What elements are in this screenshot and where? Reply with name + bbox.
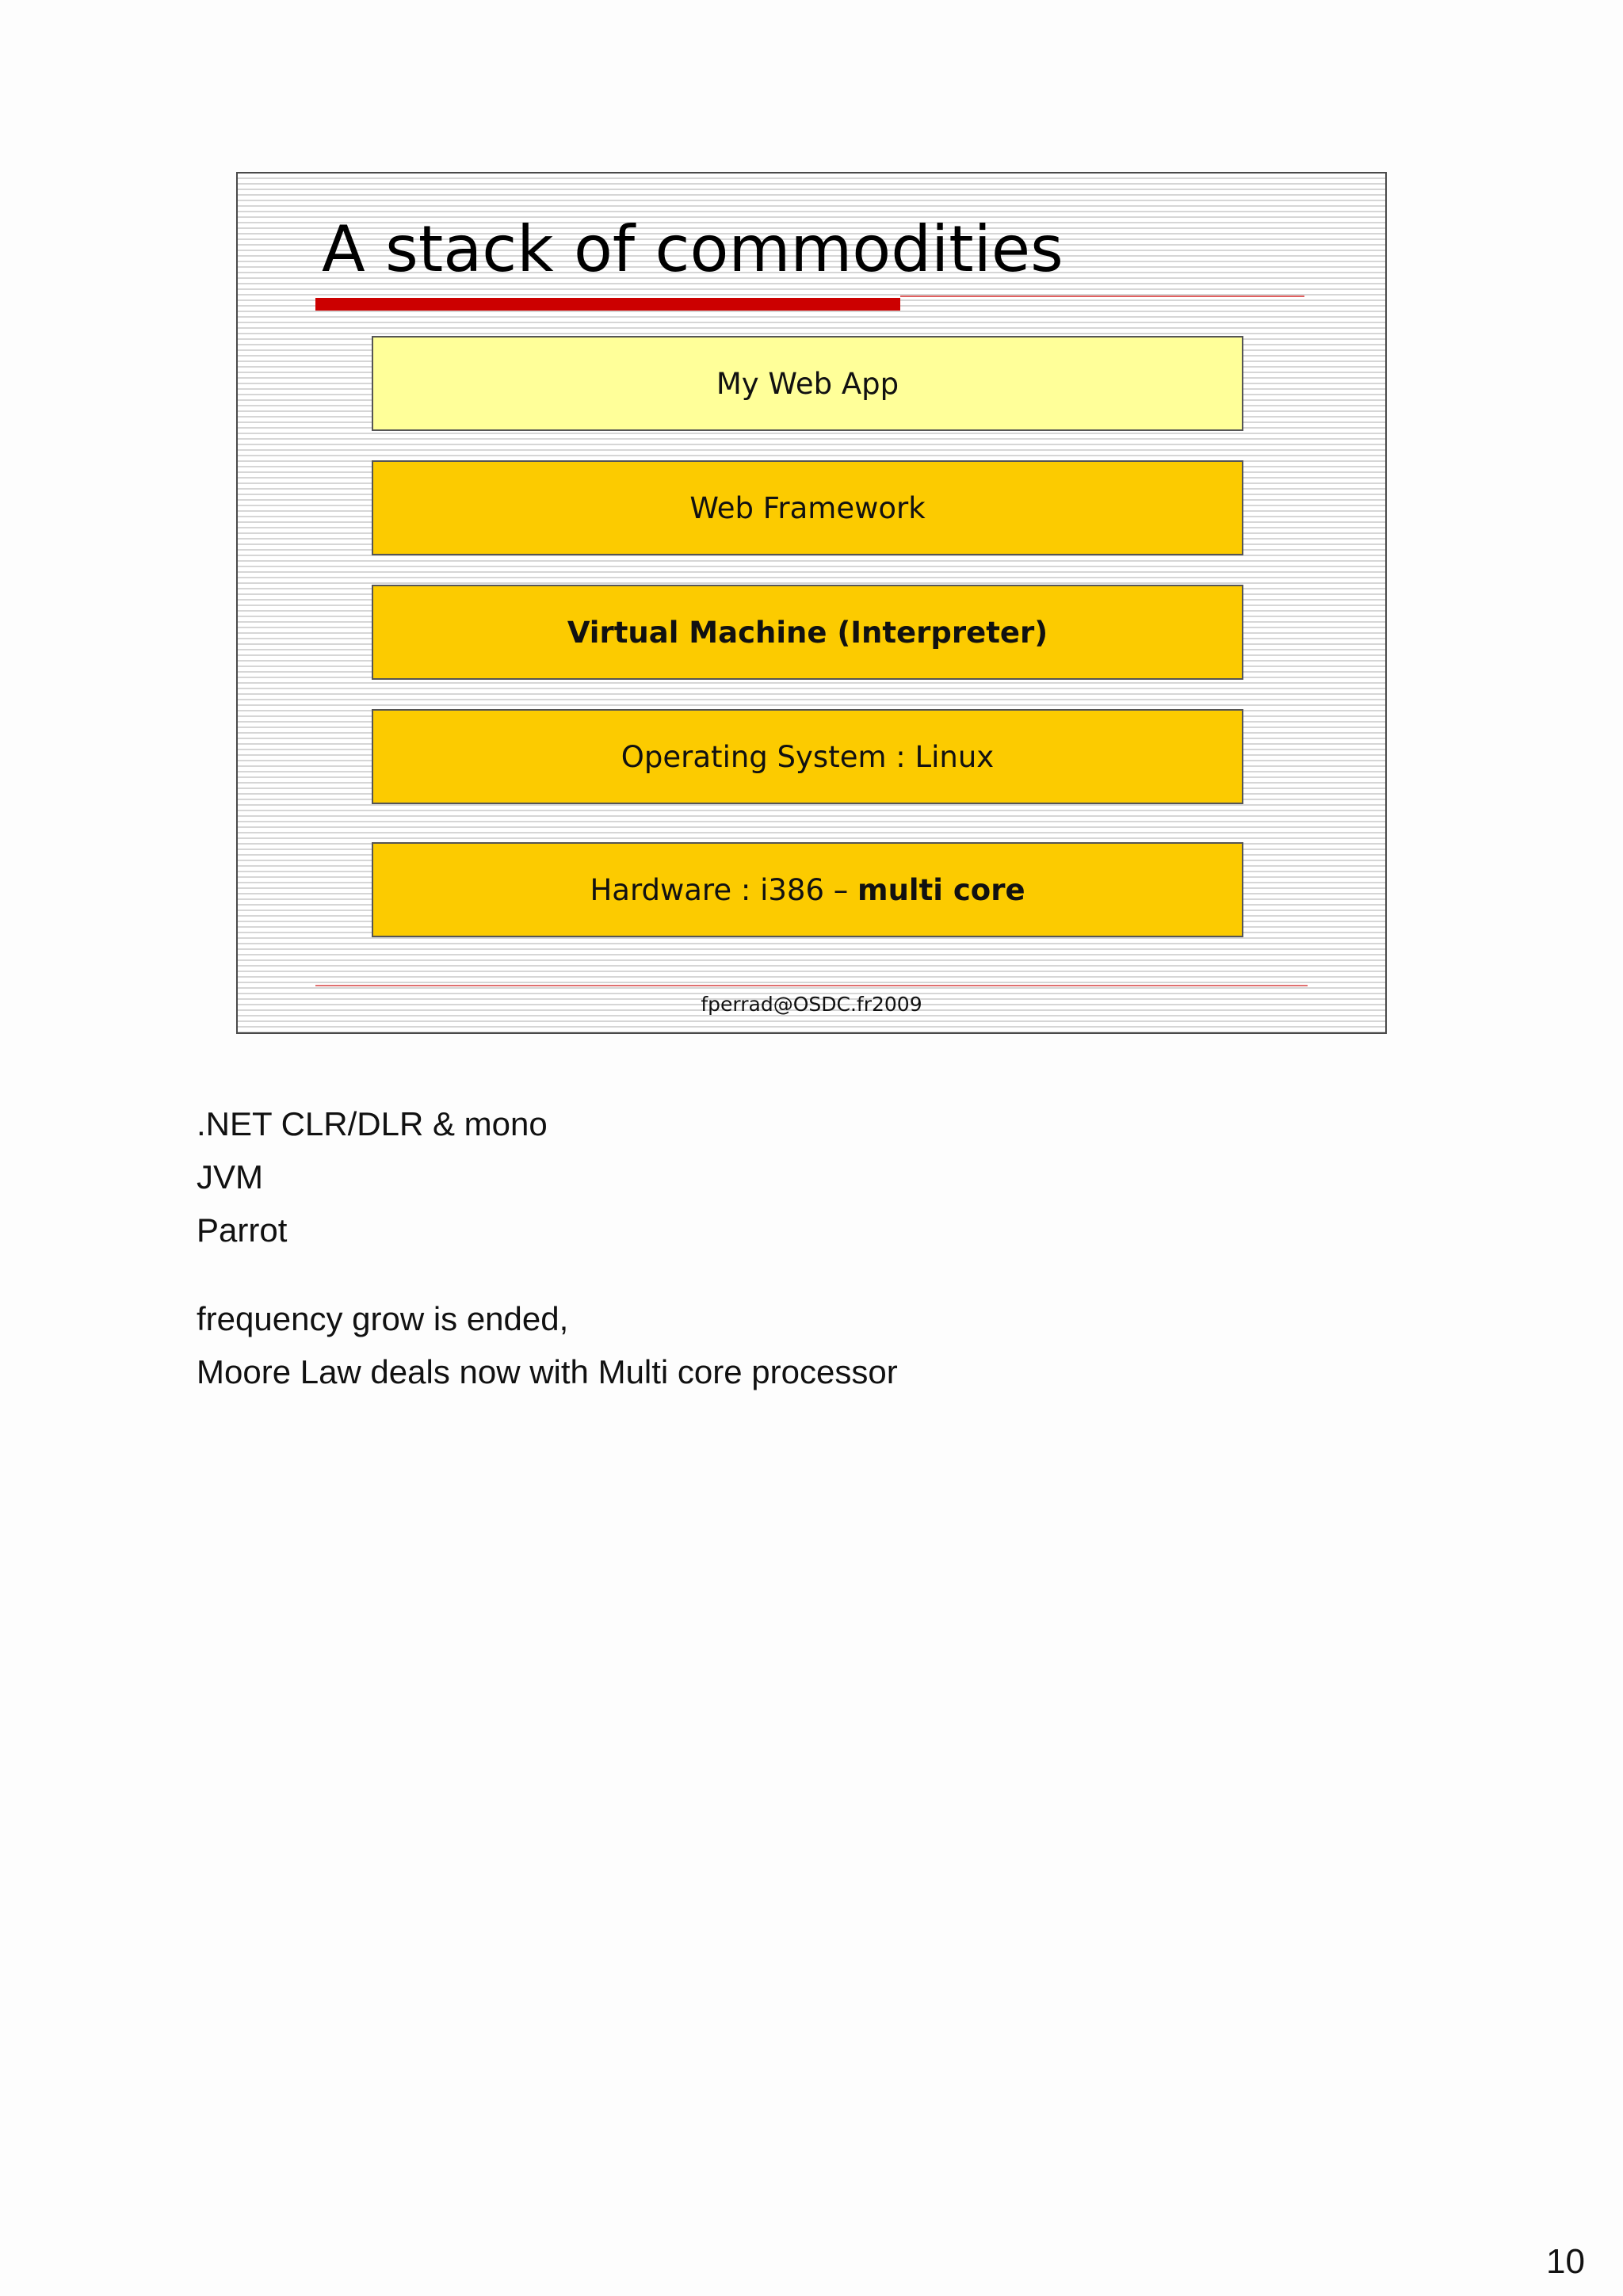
stack-layer-operating-system: [372, 709, 1243, 804]
stack-layer-hardware: [372, 842, 1243, 937]
stack-layer-web-framework: [372, 460, 1243, 555]
stack-layer-label-bold: multi core: [857, 872, 1025, 907]
stack-layer-label: Hardware : i386 –: [590, 872, 858, 907]
notes-line: .NET CLR/DLR & mono: [197, 1105, 548, 1142]
speaker-notes: [197, 1097, 898, 1398]
stack-layer-label: Operating System : Linux: [621, 739, 995, 774]
notes-line: Parrot: [197, 1211, 288, 1249]
notes-line: Moore Law deals now with Multi core processor: [197, 1353, 898, 1390]
page-number: 10: [1546, 2242, 1585, 2281]
title-underline-bar: [315, 298, 900, 311]
notes-line: frequency grow is ended,: [197, 1300, 569, 1337]
stack-layer-label: Virtual Machine (Interpreter): [567, 615, 1048, 650]
slide-title: A stack of commodities: [322, 212, 1064, 286]
stack-layer-label: Web Framework: [689, 490, 926, 525]
stack-layer-virtual-machine: [372, 585, 1243, 680]
stack-layer-web-app: [372, 336, 1243, 431]
stack-layer-label: My Web App: [716, 366, 899, 401]
slide-footer: fperrad@OSDC.fr2009: [701, 993, 922, 1016]
footer-divider: [315, 985, 1308, 986]
slide-thumbnail: [236, 172, 1387, 1034]
notes-gap: [197, 1257, 898, 1292]
title-underline-line: [900, 296, 1304, 297]
notes-line: JVM: [197, 1158, 263, 1196]
